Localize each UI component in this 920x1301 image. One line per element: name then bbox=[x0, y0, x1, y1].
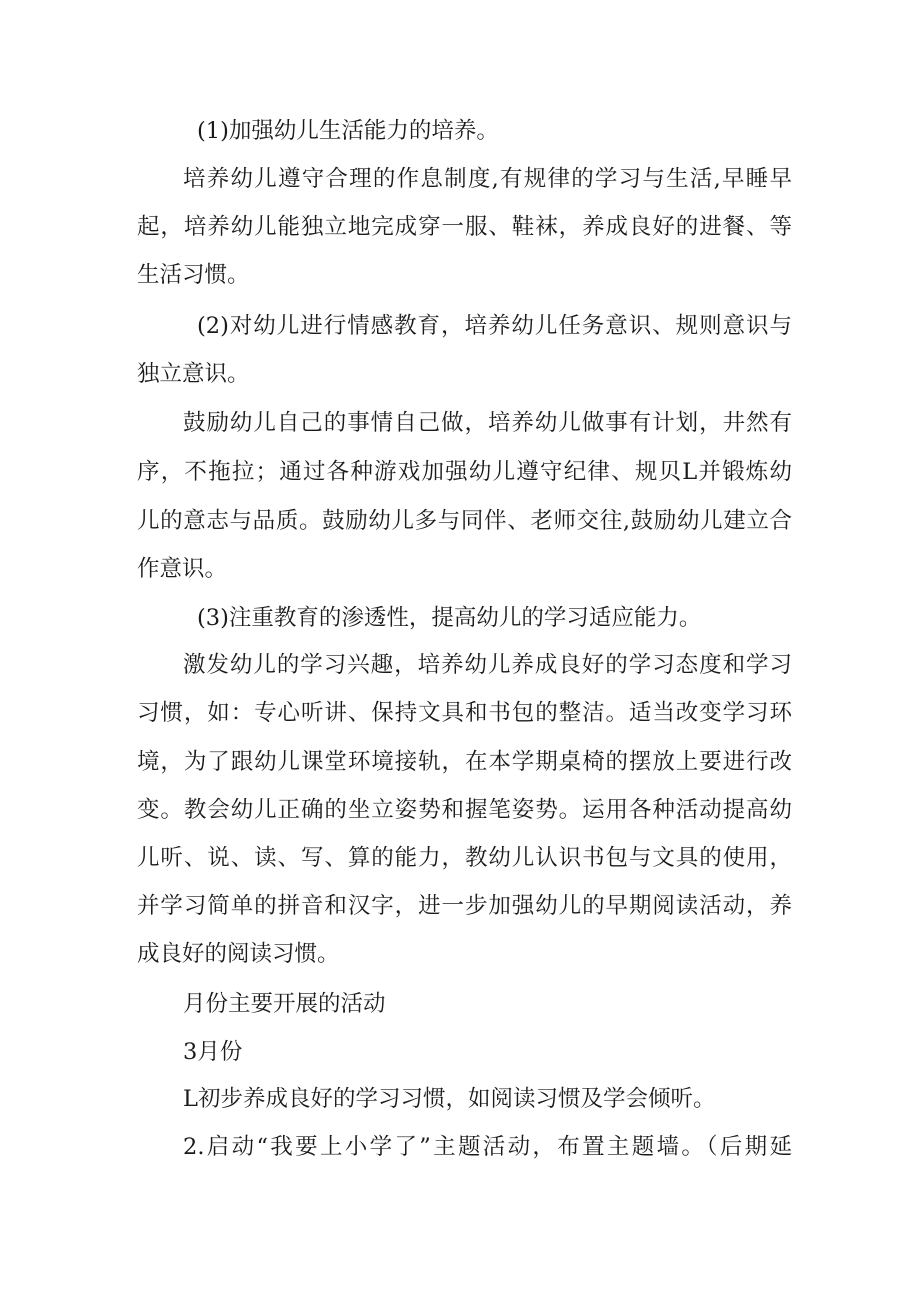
paragraph-line: 独立意识。 bbox=[137, 361, 250, 387]
paragraph-line: 作意识。 bbox=[137, 556, 228, 582]
paragraph-line: 起，培养幼儿能独立地完成穿一服、鞋袜，养成良好的进餐、等 bbox=[137, 214, 792, 240]
activity-item-2: 2.启动“我要上小学了”主题活动，布置主题墙。（后期延 bbox=[183, 1134, 792, 1160]
paragraph-line: 激发幼儿的学习兴趣，培养幼儿养成良好的学习态度和学习 bbox=[183, 652, 792, 678]
paragraph-line: 培养幼儿遵守合理的作息制度,有规律的学习与生活,早睡早 bbox=[183, 166, 792, 192]
paragraph-line: 序，不拖拉；通过各种游戏加强幼儿遵守纪律、规贝L并锻炼幼 bbox=[137, 459, 792, 485]
paragraph-line: 境，为了跟幼儿课堂环境接轨，在本学期桌椅的摆放上要进行改 bbox=[137, 749, 792, 775]
section-heading-3: (3)注重教育的渗透性，提高幼儿的学习适应能力。 bbox=[197, 605, 702, 631]
paragraph-line: 生活习惯。 bbox=[137, 262, 250, 288]
paragraph-line: 并学习简单的拼音和汉字，进一步加强幼儿的早期阅读活动，养 bbox=[137, 893, 792, 919]
month-label: 3月份 bbox=[183, 1039, 243, 1065]
paragraph-line: 成良好的阅读习惯。 bbox=[137, 941, 340, 967]
paragraph-line: 变。教会幼儿正确的坐立姿势和握笔姿势。运用各种活动提高幼 bbox=[137, 797, 792, 823]
paragraph-line: 鼓励幼儿自己的事情自己做，培养幼儿做事有计划，井然有 bbox=[183, 410, 792, 436]
monthly-activities-heading: 月份主要开展的活动 bbox=[183, 991, 386, 1017]
paragraph-line: 儿听、说、读、写、算的能力，教幼儿认识书包与文具的使用， bbox=[137, 845, 792, 871]
paragraph-line: 儿的意志与品质。鼓励幼儿多与同伴、老师交往,鼓励幼儿建立合 bbox=[137, 508, 792, 534]
section-heading-1: (1)加强幼儿生活能力的培养。 bbox=[197, 118, 499, 144]
paragraph-line: 习惯，如：专心听讲、保持文具和书包的整洁。适当改变学习环 bbox=[137, 700, 792, 726]
activity-item-1: L初步养成良好的学习习惯，如阅读习惯及学会倾听。 bbox=[183, 1086, 716, 1112]
section-heading-2: (2)对幼儿进行情感教育，培养幼儿任务意识、规则意识与 bbox=[197, 313, 792, 339]
